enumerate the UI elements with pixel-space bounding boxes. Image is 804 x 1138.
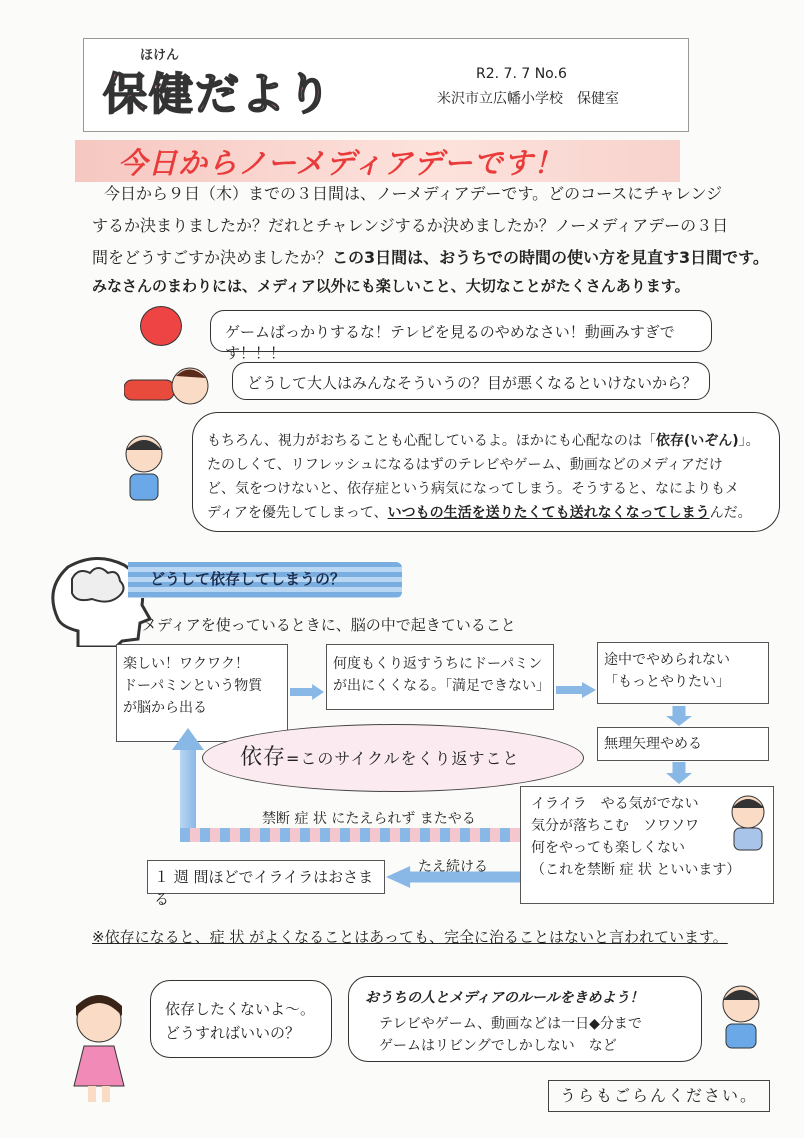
- child-bubble: [232, 362, 710, 400]
- box2-line-1: 何度もくり返すうちにドーパミン: [333, 656, 543, 672]
- return-arrow-shaft: [180, 746, 196, 832]
- child-bubble-text: どうして大人はみんなそういうの？目が悪くなるといけないから？: [247, 374, 698, 392]
- box1-line-1: 楽しい！ワクワク！: [123, 656, 249, 672]
- intro-line-3b: この3日間は、おうちでの時間の使い方を見直す3日間です。: [332, 248, 769, 267]
- flow-arrow-4: [666, 762, 692, 784]
- cycle-rest: =このサイクルをくり返すこと: [286, 749, 520, 768]
- box5-line-4: （これを禁断 症 状 といいます）: [531, 862, 741, 878]
- box3-line-2: 「もっとやりたい」: [604, 674, 730, 690]
- rules-bubble: [348, 976, 702, 1062]
- answer-line-4: [207, 501, 760, 525]
- angry-bubble: [210, 310, 712, 362]
- answer-line-2: たのしくて、リフレッシュになるはずのテレビやゲーム、動画などのメディアだけ: [207, 457, 723, 473]
- box5-line-1: イライラ やる気がでない: [531, 796, 699, 812]
- issue-date: R2. 7. 7 No.6: [476, 66, 567, 82]
- cycle-main: 依存: [240, 745, 287, 770]
- intro-line-2: するか決まりましたか？だれとチャレンジするか決めましたか？ノーメディアデーの３日: [92, 216, 729, 235]
- return-text: 禁断 症 状 にたえられず またやる: [262, 811, 476, 827]
- flow-arrow-2: [556, 682, 596, 698]
- sad-boy-icon: [726, 792, 770, 852]
- flow-box-1: [116, 644, 288, 742]
- school-name: 米沢市立広幡小学校 保健室: [437, 91, 619, 107]
- dependency-note: ※依存になると、症 状 がよくなることはあっても、完全に治ることはないと言われています。: [92, 928, 728, 946]
- rules-title: おうちの人とメディアのルールをきめよう！: [365, 990, 644, 1006]
- flow-arrow-3: [666, 706, 692, 726]
- crying-girl-icon: [64, 990, 134, 1106]
- flow-box-3: [597, 642, 769, 704]
- flow-arrow-1: [290, 684, 324, 700]
- footer-please-turn-over: うらもごらんください。: [548, 1080, 770, 1112]
- angry-adult-icon: [140, 306, 182, 346]
- intro-line-4: みなさんのまわりには、メディア以外にも楽しいこと、大切なことがたくさんあります。: [92, 277, 690, 295]
- newsletter-title: 保健だより: [103, 69, 333, 120]
- thinking-boy-icon: [716, 980, 766, 1050]
- girl-bubble: [150, 980, 332, 1058]
- answer-line-1a: もちろん、視力がおちることも心配しているよ。ほかにも心配なのは「: [207, 433, 656, 449]
- box2-line-2: が出にくくなる。「満足できない」: [333, 678, 550, 694]
- angry-bubble-text: ゲームばっかりするな！テレビを見るのやめなさい！動画みすぎです！！！: [225, 323, 675, 362]
- title-ruby: ほけん: [140, 48, 180, 63]
- cycle-text: [240, 740, 520, 771]
- girl-bubble-line-1: 依存したくないよ～。: [165, 1000, 316, 1018]
- endure-text: たえ続ける: [418, 859, 488, 875]
- boy-icon: [122, 432, 166, 502]
- lying-child-icon: [124, 366, 212, 406]
- intro-line-3a: 間をどうすごすか決めましたか？: [92, 248, 333, 267]
- flow-box-2: [326, 644, 554, 710]
- flow-box-4: 無理矢理やめる: [597, 727, 769, 761]
- headline: 今日からノーメディアデーです！: [118, 146, 564, 180]
- box5-line-3: 何をやっても楽しくない: [531, 840, 685, 856]
- section-subheading: メディアを使っているときに、脳の中で起きていること: [142, 616, 516, 634]
- girl-bubble-line-2: どうすればいいの？: [165, 1024, 301, 1042]
- answer-line-4a: ディアを優先してしまって、: [207, 505, 388, 521]
- rules-line-2: ゲームはリビングでしかしない など: [379, 1038, 617, 1054]
- return-arrow-line: [180, 828, 520, 842]
- answer-line-1b: 依存(いぞん): [655, 433, 739, 449]
- girl-bubble-text: [165, 997, 315, 1045]
- answer-line-1: [207, 429, 760, 453]
- answer-line-3: ど、気をつけないと、依存症という病気になってしまう。そうすると、なによりもメ: [207, 481, 739, 497]
- answer-text: [207, 429, 760, 525]
- box1-line-2: ドーパミンという物質: [123, 678, 263, 694]
- answer-line-4b: いつもの生活を送りたくても送れなくなってしまう: [387, 505, 710, 521]
- section-heading: どうして依存してしまうの？: [150, 570, 346, 588]
- box5-line-2: 気分が落ちこむ ソワソワ: [531, 818, 699, 834]
- answer-line-1c: 」。: [738, 433, 760, 449]
- rules-line-1: テレビやゲーム、動画などは一日◆分まで: [379, 1016, 642, 1032]
- answer-bubble: [192, 412, 780, 532]
- intro-line-1: 今日から９日（木）までの３日間は、ノーメディアデーです。どのコースにチャレンジ: [104, 184, 723, 203]
- box3-line-1: 途中でやめられない: [604, 652, 730, 668]
- answer-line-4c: んだ。: [709, 505, 752, 521]
- flow-box-6: １ 週 間ほどでイライラはおさまる: [147, 860, 385, 894]
- box1-line-3: が脳から出る: [123, 700, 207, 716]
